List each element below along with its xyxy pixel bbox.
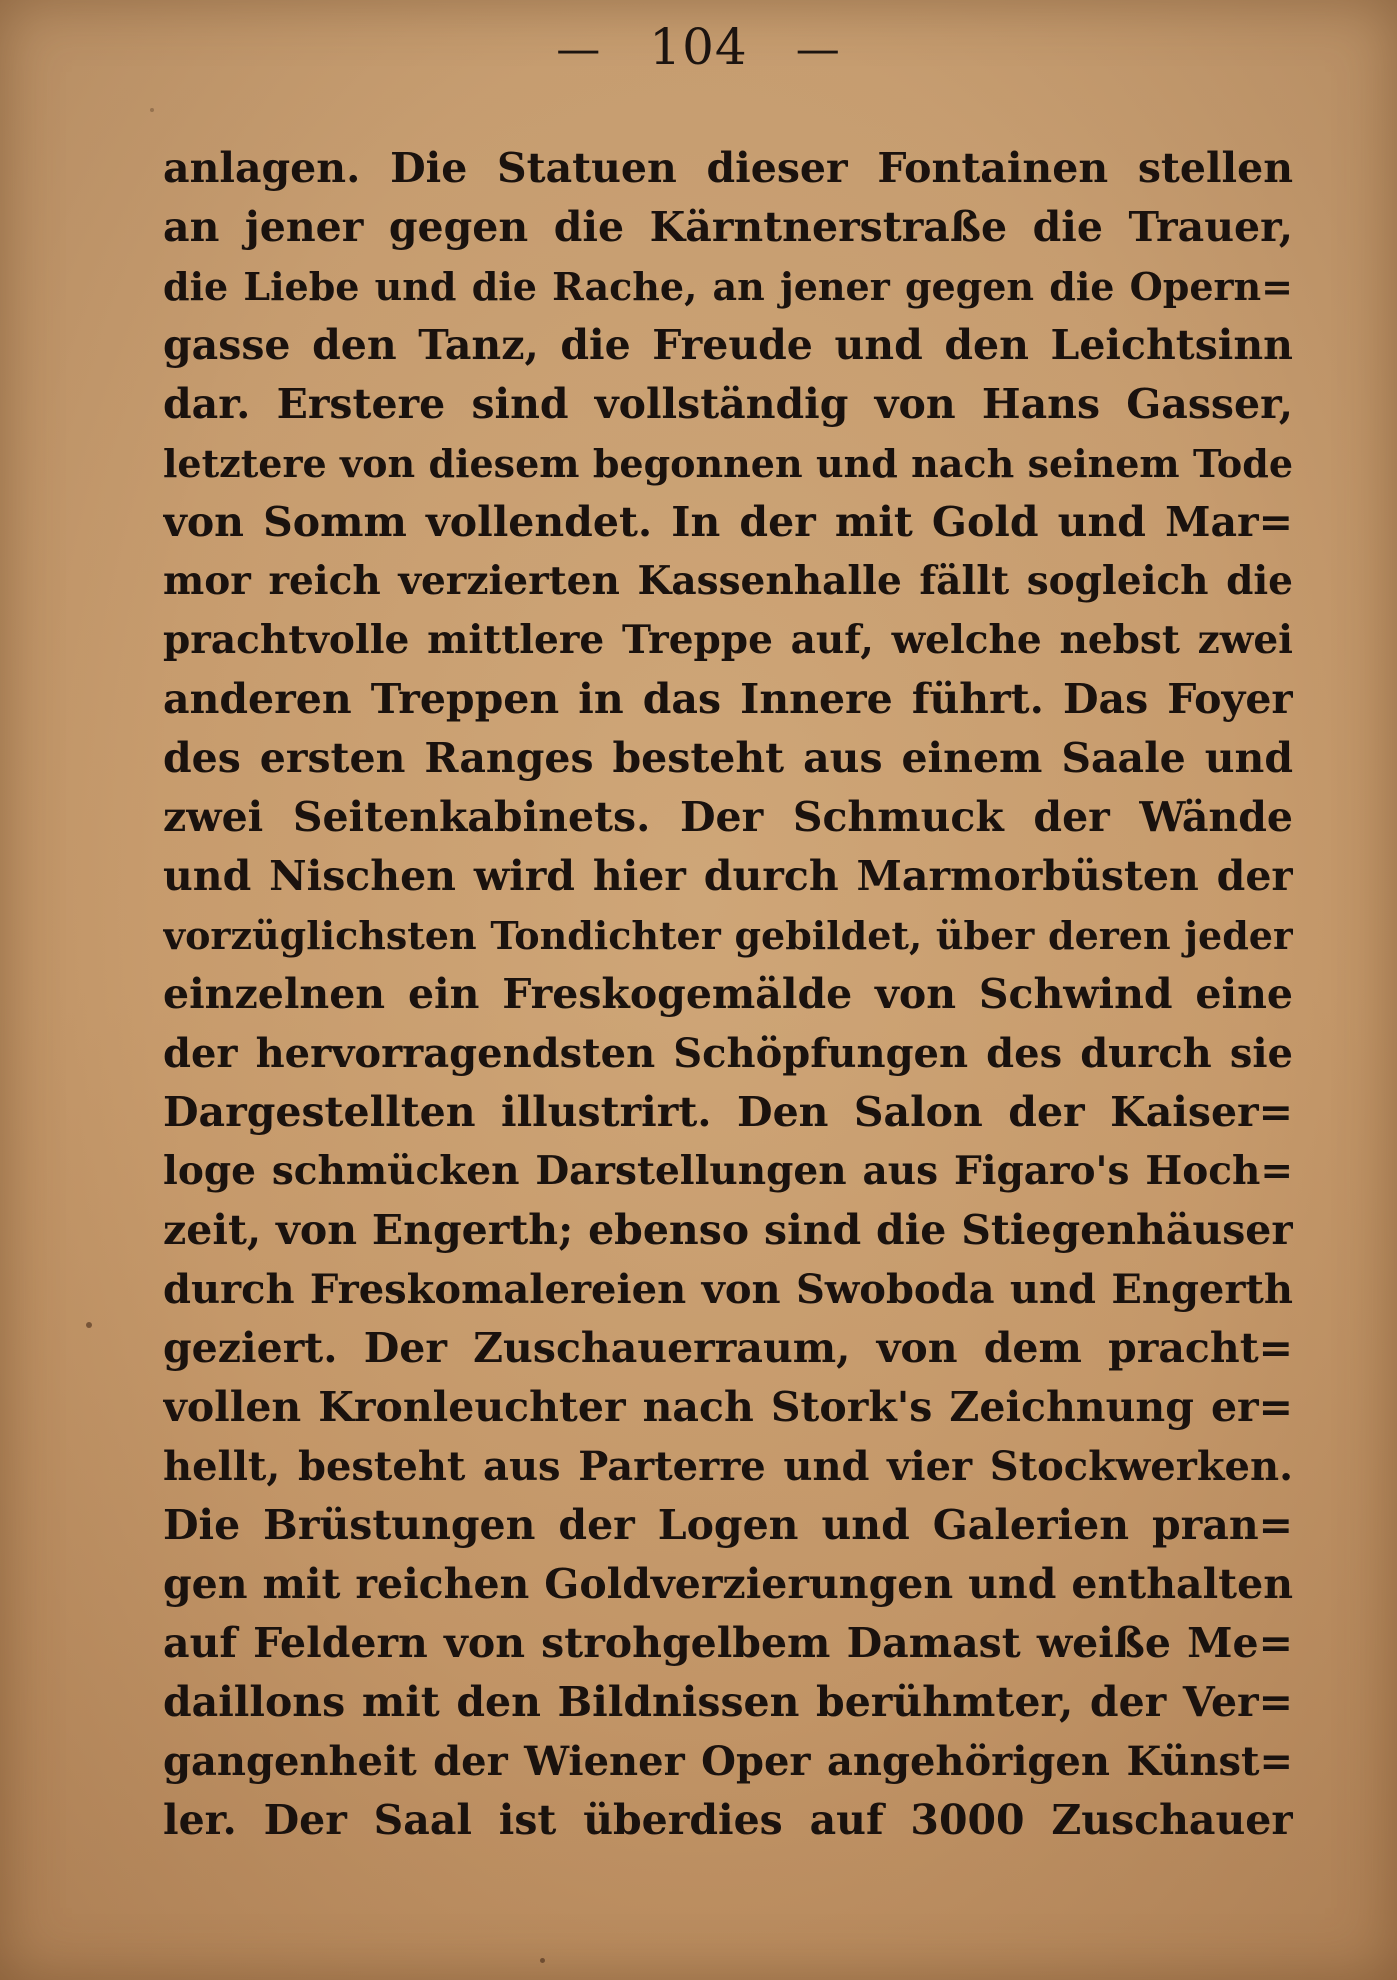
paper-speck [540,1958,545,1963]
paper-speck [150,108,154,112]
text-line: Die Brüstungen der Logen und Galerien pran= [163,1501,1293,1549]
text-line: loge schmücken Darstellungen aus Figaro's Hoch= [163,1148,1293,1194]
body-text [163,139,1293,1850]
text-line: anlagen. Die Statuen dieser Fontainen stellen [163,144,1293,192]
text-line: durch Freskomalereien von Swoboda und Engerth [163,1266,1293,1313]
page-number-dash-left: — [556,24,602,75]
text-line: ler. Der Saal ist überdies auf 3000 Zuschauer [163,1796,1293,1844]
text-line: prachtvolle mittlere Treppe auf, welche nebst zwei [163,617,1293,663]
text-line: an jener gegen die Kärntnerstraße die Trauer, [163,203,1293,251]
text-line: zeit, von Engerth; ebenso sind die Stiegenhäuser [163,1206,1293,1254]
text-line: anderen Treppen in das Innere führt. Das Foyer [163,675,1293,723]
text-line: geziert. Der Zuschauerraum, von dem pracht= [163,1324,1293,1372]
text-line: von Somm vollendet. In der mit Gold und Mar= [163,498,1293,546]
text-line: und Nischen wird hier durch Marmorbüsten der [163,852,1293,900]
text-line: einzelnen ein Freskogemälde von Schwind eine [163,970,1293,1018]
text-line: die Liebe und die Rache, an jener gegen die Opern= [163,264,1293,309]
text-line: vorzüglichsten Tondichter gebildet, über deren jeder [163,913,1293,958]
page-number-header [0,18,1397,76]
text-line: hellt, besteht aus Parterre und vier Stockwerken. [163,1443,1293,1490]
page-number: 104 [649,18,748,76]
text-line: letztere von diesem begonnen und nach seinem Tode [163,441,1293,486]
paper-speck [86,1322,92,1328]
text-line: mor reich verzierten Kassenhalle fällt sogleich die [163,558,1293,604]
page-number-dash-right: — [795,24,841,75]
text-line: vollen Kronleuchter nach Stork's Zeichnung er= [163,1383,1293,1431]
text-line: gasse den Tanz, die Freude und den Leichtsinn [163,321,1293,369]
text-line: Dargestellten illustrirt. Den Salon der Kaiser= [163,1088,1293,1136]
text-line: dar. Erstere sind vollständig von Hans Gasser, [163,380,1293,428]
text-line: gangenheit der Wiener Oper angehörigen Künst= [163,1738,1293,1785]
text-line: daillons mit den Bildnissen berühmter, der Ver= [163,1678,1293,1726]
text-line: des ersten Ranges besteht aus einem Saale und [163,734,1293,782]
text-line: auf Feldern von strohgelbem Damast weiße Me= [163,1619,1293,1667]
text-line: der hervorragendsten Schöpfungen des durch sie [163,1030,1293,1077]
text-line: zwei Seitenkabinets. Der Schmuck der Wände [163,793,1293,841]
text-line: gen mit reichen Goldverzierungen und enthalten [163,1560,1293,1608]
